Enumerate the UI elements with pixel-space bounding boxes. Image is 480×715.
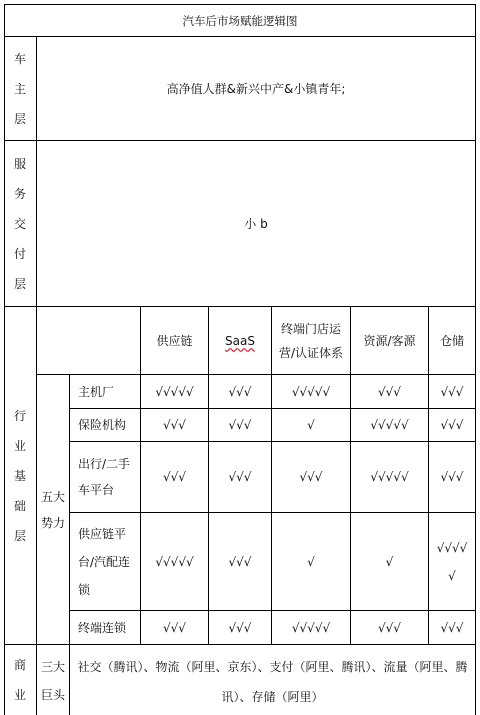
column-header-store-ops: 终端门店运营/认证体系: [278, 321, 344, 360]
table-cell: √√√: [228, 620, 252, 635]
table-cell: √√√: [163, 418, 186, 432]
table-cell: √√√: [228, 470, 252, 484]
table-cell: √√√: [440, 418, 464, 432]
row-name-terminal-chain: 终端连锁: [78, 620, 127, 635]
table-cell: √√√√√: [291, 384, 331, 399]
column-header-resources: 资源/客源: [363, 333, 416, 348]
table-title: 汽车后市场赋能逻辑图: [182, 13, 298, 28]
row-name-oem: 主机厂: [78, 384, 115, 399]
table-cell: √√√: [163, 470, 186, 484]
table-cell: √√√: [440, 620, 464, 635]
owner-layer-label: 车 主 层: [13, 51, 26, 126]
table-cell: √√√: [299, 470, 323, 484]
table-cell: √√√: [440, 470, 464, 484]
commerce-layer-content: 社交（腾讯）、物流（阿里、京东）、支付（阿里、腾讯）、流量（阿里、腾讯）、存储（阿里）: [77, 660, 468, 704]
service-layer-label: 服 务 交 付 层: [13, 156, 26, 291]
row-name-supply-platform: 供应链平台/汽配连锁: [78, 526, 131, 597]
table-cell: √√√: [440, 384, 464, 399]
table-cell: √√√: [228, 554, 252, 569]
table-cell: √√√: [378, 384, 401, 399]
table-cell: √√√√√: [370, 418, 409, 432]
table-cell: √√√√√: [370, 470, 409, 484]
column-header-saas: SaaS: [225, 333, 255, 348]
table-cell: √: [307, 418, 315, 432]
owner-layer-content: 高净值人群&新兴中产&小镇青年;: [166, 81, 346, 96]
table-cell: √√√: [228, 384, 252, 399]
table-cell: √: [307, 554, 315, 569]
industry-layer-label: 行 业 基 础 层: [13, 408, 26, 543]
row-name-mobility: 出行/二手车平台: [78, 457, 131, 497]
table-cell: √√√√√: [155, 554, 194, 569]
table-cell: √√√√√: [436, 540, 468, 583]
table-cell: √√√√√: [155, 384, 194, 399]
service-layer-content: 小 b: [244, 216, 268, 231]
table-cell: √√√: [378, 620, 401, 635]
column-header-warehousing: 仓储: [439, 333, 464, 348]
table-cell: √√√: [163, 620, 186, 635]
table-cell: √√√: [228, 418, 252, 432]
row-name-insurance: 保险机构: [78, 418, 127, 432]
logic-table: [4, 4, 476, 715]
group-label-five-forces: 五大势力: [40, 489, 65, 530]
group-label-three-giants: 三大巨头: [40, 660, 65, 702]
table-cell: √√√√√: [291, 620, 331, 635]
table-cell: √: [385, 554, 394, 569]
border-right: [475, 4, 476, 715]
commerce-layer-label: 商 业: [13, 658, 26, 702]
column-header-supply-chain: 供应链: [156, 333, 193, 348]
